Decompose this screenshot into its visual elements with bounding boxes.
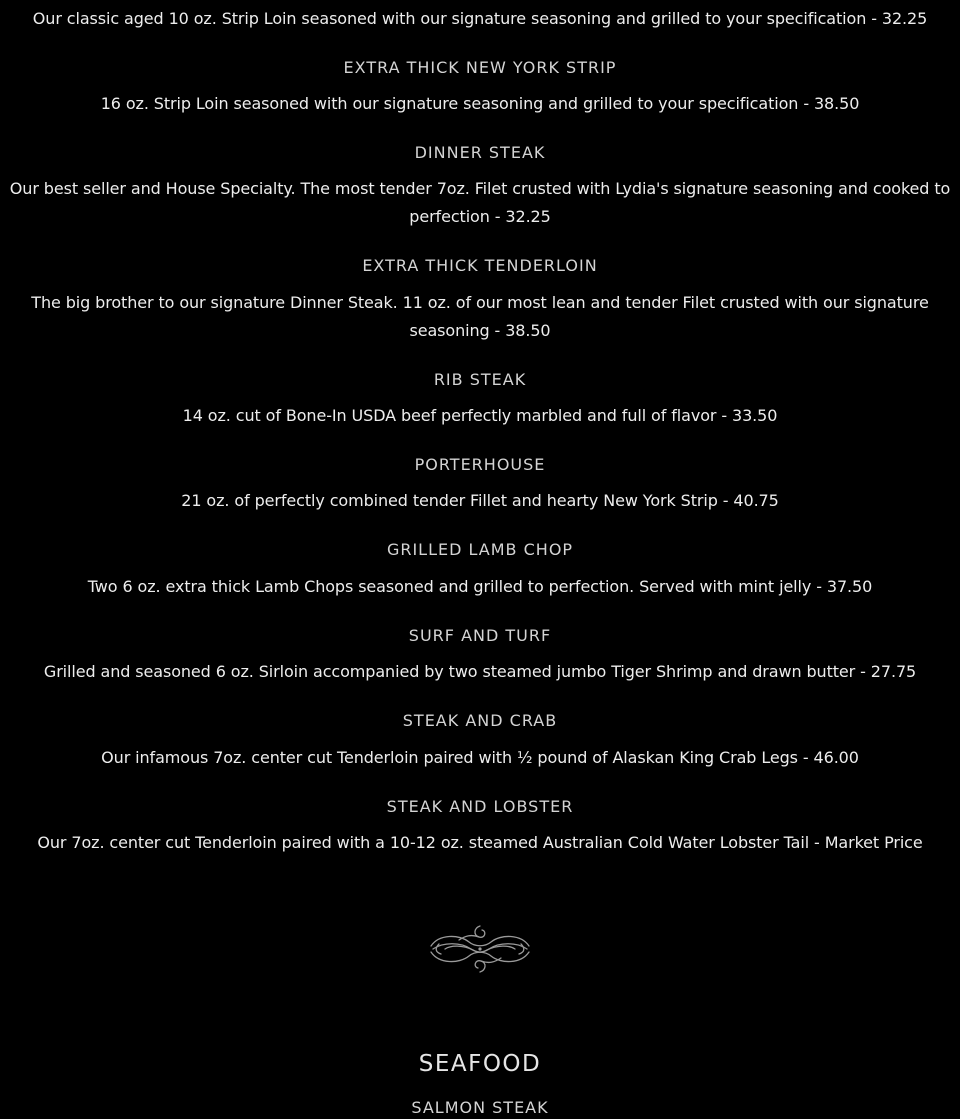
ornamental-flourish-icon xyxy=(429,922,531,976)
menu-item-name: EXTRA THICK NEW YORK STRIP xyxy=(343,58,617,77)
menu-item-name: GRILLED LAMB CHOP xyxy=(386,540,574,559)
menu-item-name: STEAK AND LOBSTER xyxy=(386,797,574,816)
section-title: SEAFOOD xyxy=(418,1051,542,1077)
menu-item-description: Two 6 oz. extra thick Lamb Chops seasoned and grilled to perfection. Served with mint jelly - 37.50 xyxy=(87,577,873,596)
menu-item-description: 16 oz. Strip Loin seasoned with our signature seasoning and grilled to your specification - 38.50 xyxy=(100,94,860,113)
menu-item-name: EXTRA THICK TENDERLOIN xyxy=(362,256,598,275)
menu-item-name: STEAK AND CRAB xyxy=(402,711,558,730)
menu-item-description: Our best seller and House Specialty. The most tender 7oz. Filet crusted with Lydia's signature seasoning and cooked to perfection - 32.25 xyxy=(9,179,951,226)
menu-item-description: Grilled and seasoned 6 oz. Sirloin accompanied by two steamed jumbo Tiger Shrimp and drawn butter - 27.75 xyxy=(43,662,917,681)
menu-item-name: SALMON STEAK xyxy=(411,1098,549,1117)
menu-item-name: DINNER STEAK xyxy=(414,143,546,162)
menu-item-name: SURF AND TURF xyxy=(408,626,552,645)
menu-item-description: 21 oz. of perfectly combined tender Fillet and hearty New York Strip - 40.75 xyxy=(181,491,779,510)
menu-item-name: PORTERHOUSE xyxy=(414,455,546,474)
menu-item-description: Our classic aged 10 oz. Strip Loin seasoned with our signature seasoning and grilled to your specification - 32.25 xyxy=(32,9,928,28)
menu-item-description: Our 7oz. center cut Tenderloin paired with a 10-12 oz. steamed Australian Cold Water Lobster Tail - Market Price xyxy=(37,833,923,852)
menu-item-description: 14 oz. cut of Bone-In USDA beef perfectly marbled and full of flavor - 33.50 xyxy=(182,406,778,425)
menu-item-description: The big brother to our signature Dinner Steak. 11 oz. of our most lean and tender Filet crusted with our signature seasoning - 38.50 xyxy=(31,293,929,340)
menu-item-name: RIB STEAK xyxy=(433,370,527,389)
menu-item-description: Our infamous 7oz. center cut Tenderloin paired with ½ pound of Alaskan King Crab Legs - 46.00 xyxy=(101,748,859,767)
